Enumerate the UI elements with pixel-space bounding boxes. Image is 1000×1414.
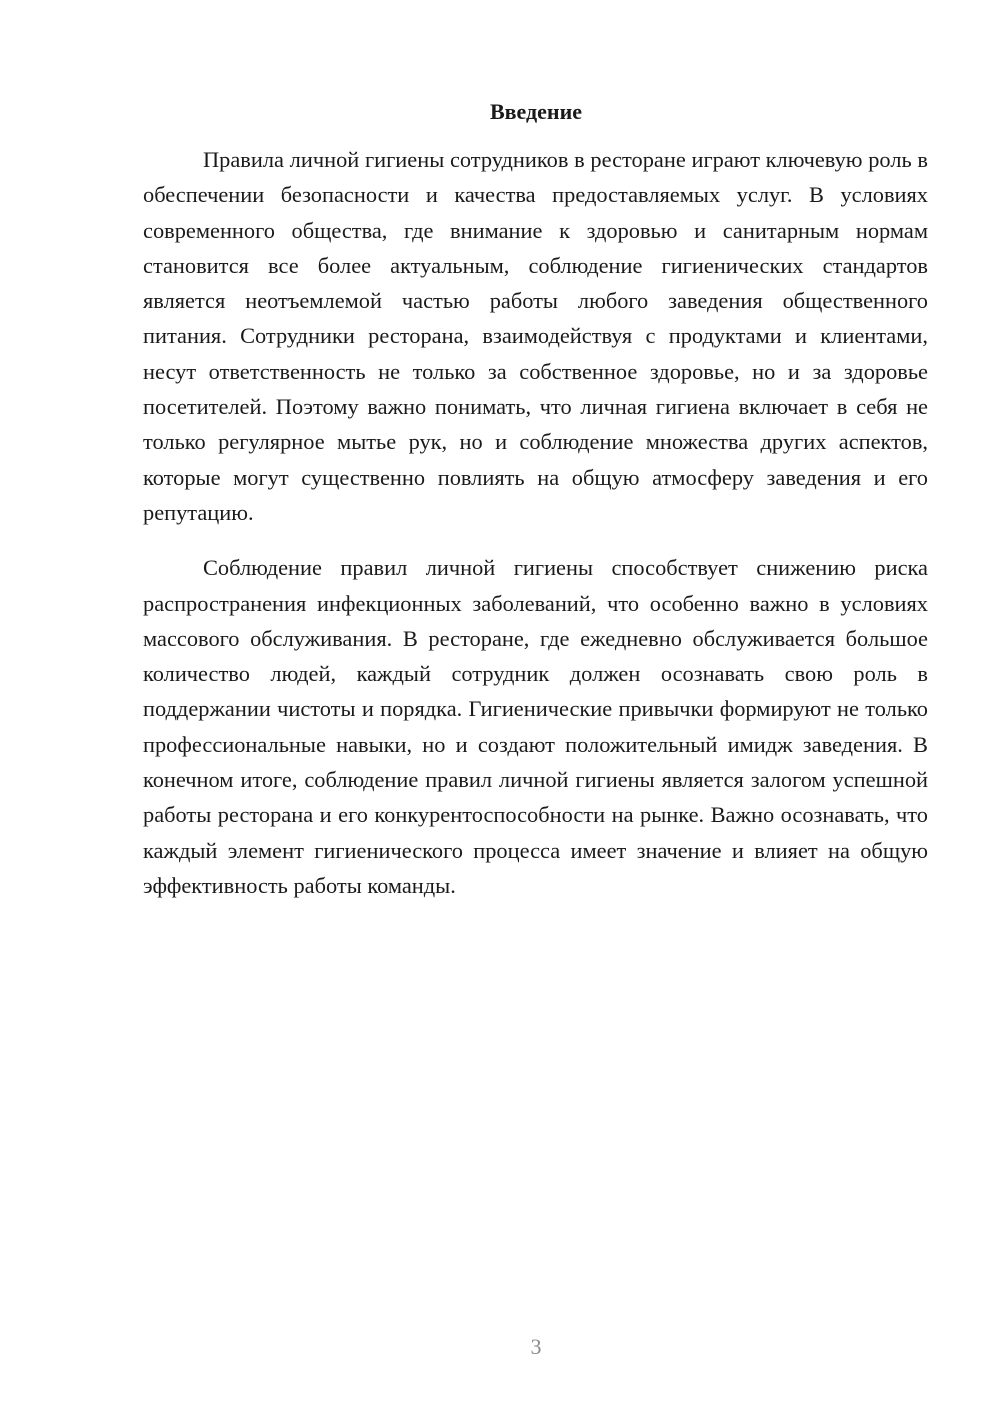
page-title: Введение (489, 99, 583, 124)
paragraph-1: Правила личной гигиены сотрудников в ресторане играют ключевую роль в обеспечении безопасности и качества предоставляемых услуг. В условиях современного общества, где внимание к здоровью и санитарным нормам становится все более актуальным, соблюдение гигиенических стандартов является неотъемлемой частью работы любого заведения общественного питания. Сотрудники ресторана, взаимодействуя с продуктами и клиентами, несут ответственность не только за собственное здоровье, но и за здоровье посетителей. Поэтому важно понимать, что личная гигиена включает в себя не только регулярное мытье рук, но и соблюдение множества других аспектов, которые могут существенно повлиять на общую атмосферу заведения и его репутацию. (143, 147, 928, 525)
page-number: 3 (530, 1334, 542, 1359)
paragraph-2: Соблюдение правил личной гигиены способствует снижению риска распространения инфекционных заболеваний, что особенно важно в условиях массового обслуживания. В ресторане, где ежедневно обслуживается большое количество людей, каждый сотрудник должен осознавать свою роль в поддержании чистоты и порядка. Гигиенические привычки формируют не только профессиональные навыки, но и создают положительный имидж заведения. В конечном итоге, соблюдение правил личной гигиены является залогом успешной работы ресторана и его конкурентоспособности на рынке. Важно осознавать, что каждый элемент гигиенического процесса имеет значение и влияет на общую эффективность работы команды. (143, 555, 928, 898)
document-body (143, 142, 928, 903)
